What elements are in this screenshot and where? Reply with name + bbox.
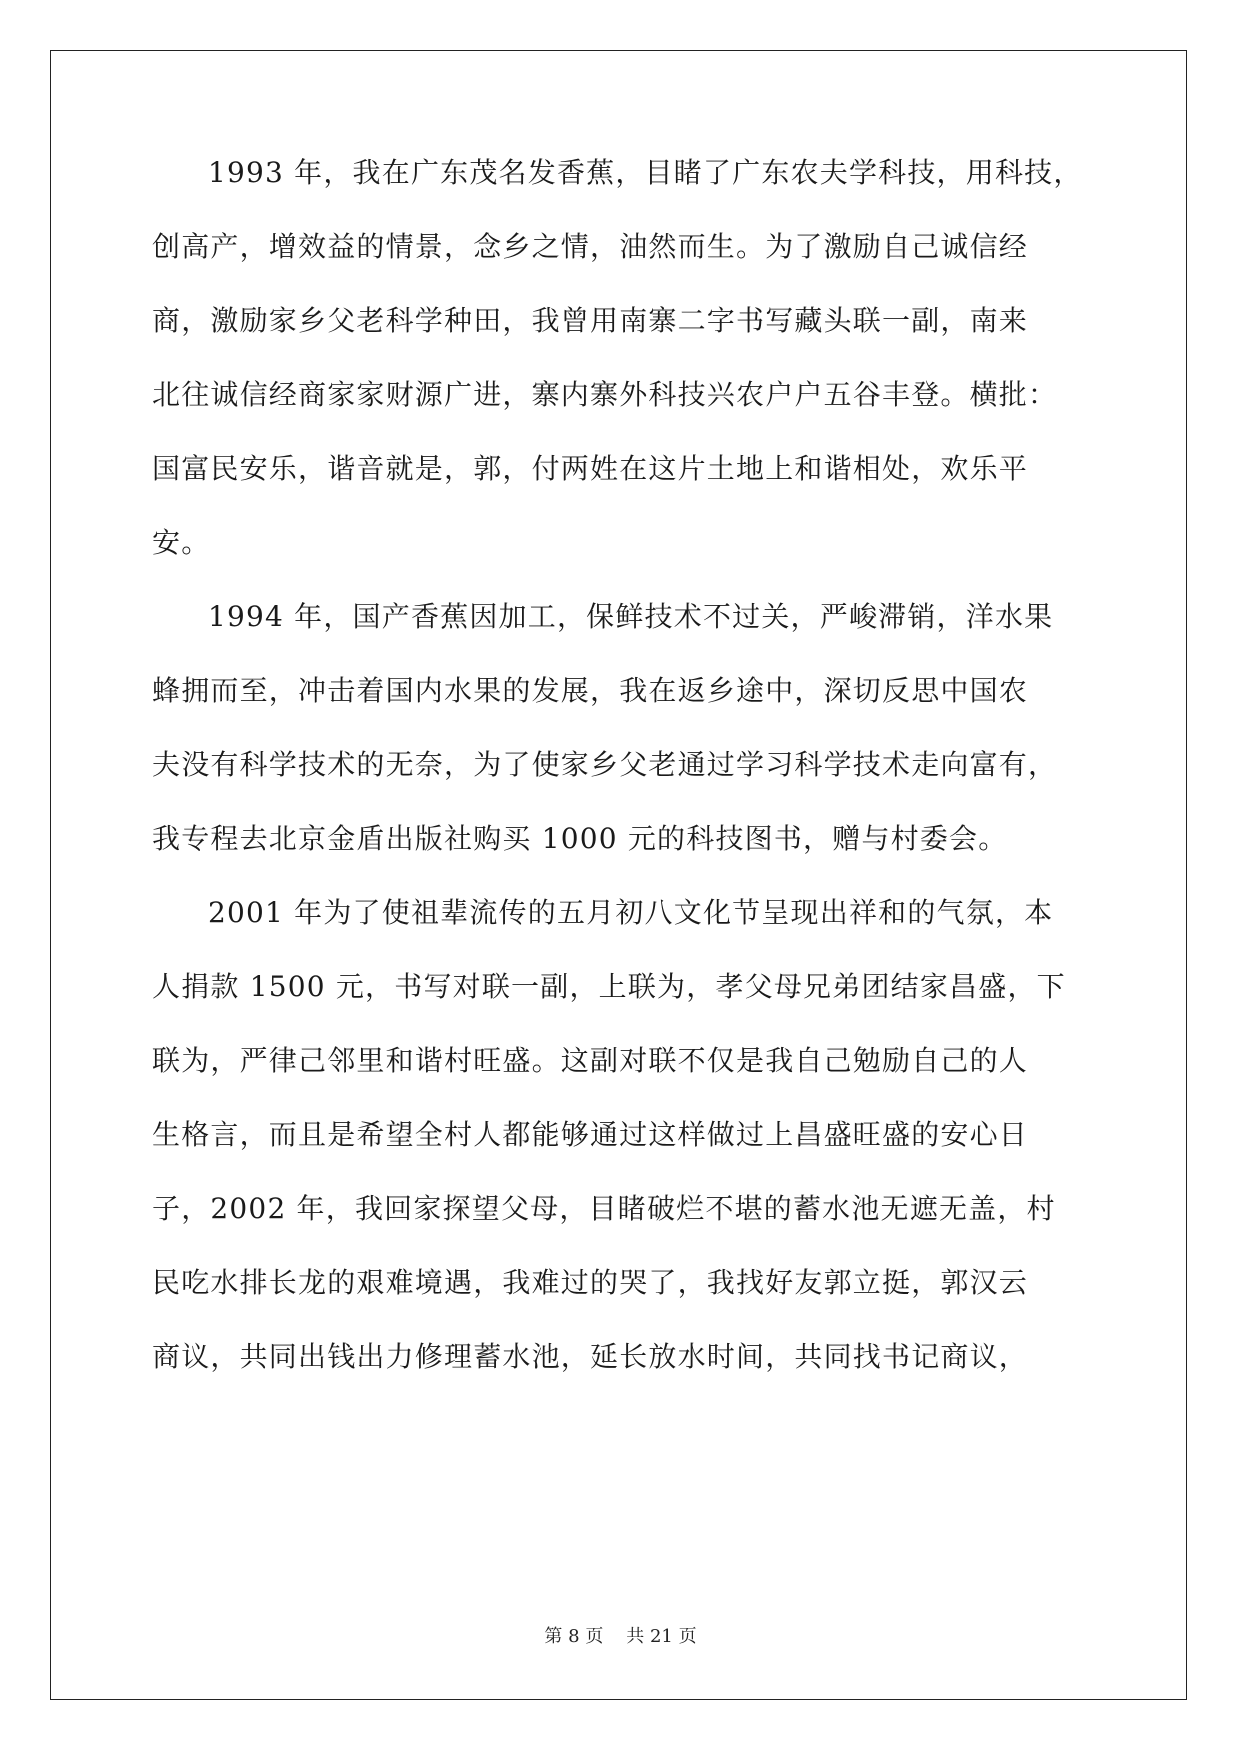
- paragraph-3-line-7: 商议，共同出钱出力修理蓄水池，延长放水时间，共同找书记商议，: [152, 1340, 1029, 1373]
- paragraph-3-line-5: 子，2002 年，我回家探望父母，目睹破烂不堪的蓄水池无遮无盖，村: [152, 1192, 1056, 1225]
- paragraph-3-line-4: 生格言，而且是希望全村人都能够通过这样做过上昌盛旺盛的安心日: [152, 1118, 1029, 1151]
- paragraph-1-line-2: 创高产，增效益的情景，念乡之情，油然而生。为了激励自己诚信经: [152, 230, 1029, 263]
- paragraph-1-line-4: 北往诚信经商家家财源广进，寨内寨外科技兴农户户五谷丰登。横批：: [152, 378, 1058, 411]
- paragraph-2-line-3: 夫没有科学技术的无奈，为了使家乡父老通过学习科学技术走向富有，: [152, 748, 1058, 781]
- paragraph-2-line-1: 1994 年，国产香蕉因加工，保鲜技术不过关，严峻滞销，洋水果: [208, 600, 1054, 633]
- paragraph-1-line-6: 安。: [152, 526, 211, 559]
- paragraph-1-line-3: 商，激励家乡父老科学种田，我曾用南寨二字书写藏头联一副，南来: [152, 304, 1029, 337]
- paragraph-2-line-4: 我专程去北京金盾出版社购买 1000 元的科技图书，赠与村委会。: [152, 822, 1008, 855]
- paragraph-3-line-1: 2001 年为了使祖辈流传的五月初八文化节呈现出祥和的气氛，本: [208, 896, 1054, 929]
- paragraph-1-line-5: 国富民安乐，谐音就是，郭，付两姓在这片土地上和谐相处，欢乐平: [152, 452, 1029, 485]
- paragraph-2-line-2: 蜂拥而至，冲击着国内水果的发展，我在返乡途中，深切反思中国农: [152, 674, 1029, 707]
- page-border: [50, 50, 1187, 1700]
- page-total: 共 21 页: [626, 1626, 697, 1647]
- paragraph-3-line-3: 联为，严律己邻里和谐村旺盛。这副对联不仅是我自己勉励自己的人: [152, 1044, 1029, 1077]
- paragraph-1-line-1: 1993 年，我在广东茂名发香蕉，目睹了广东农夫学科技，用科技，: [208, 156, 1083, 189]
- page-number: 第 8 页: [544, 1626, 604, 1647]
- page-footer: [0, 1625, 1241, 1649]
- paragraph-3-line-2: 人捐款 1500 元，书写对联一副，上联为，孝父母兄弟团结家昌盛，下: [152, 970, 1066, 1003]
- paragraph-3-line-6: 民吃水排长龙的艰难境遇，我难过的哭了，我找好友郭立挺，郭汉云: [152, 1266, 1029, 1299]
